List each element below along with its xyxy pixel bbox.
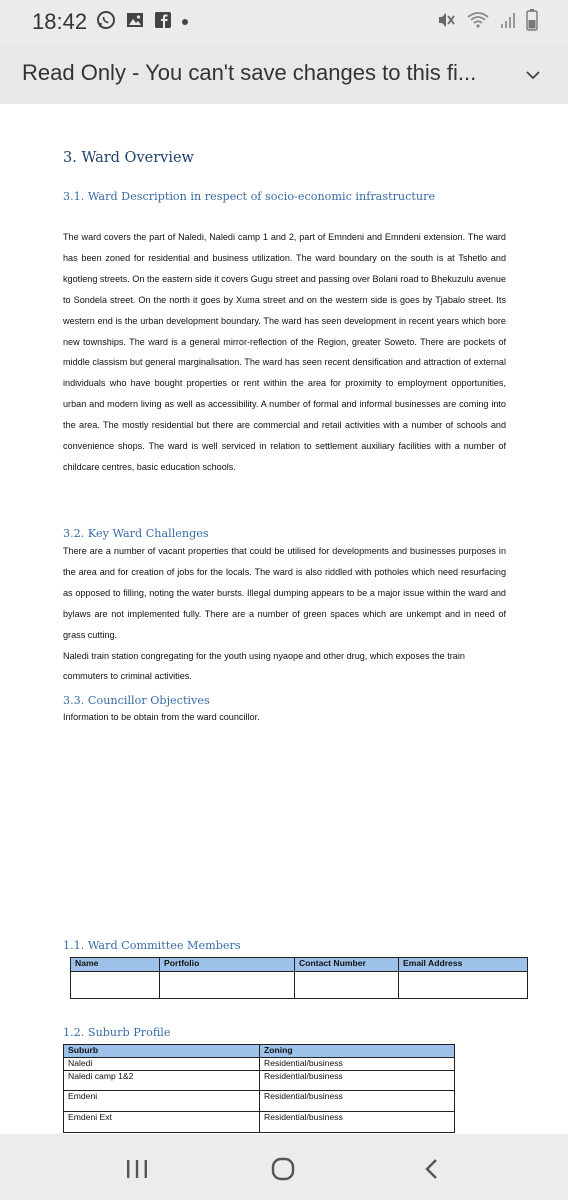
heading-key-ward-challenges: 3.2. Key Ward Challenges: [63, 527, 209, 540]
heading-suburb-profile: 1.2. Suburb Profile: [63, 1026, 171, 1039]
column-header-suburb: Suburb: [64, 1045, 260, 1058]
more-dot-icon: [182, 19, 188, 25]
key-challenges-paragraph: [63, 541, 506, 687]
notification-icons: [96, 12, 188, 32]
section-heading-ward-overview: 3. Ward Overview: [63, 150, 194, 166]
ward-description-paragraph: [63, 227, 506, 478]
wifi-icon: [466, 10, 490, 35]
status-bar: [0, 0, 568, 44]
suburb-cell: Emdeni: [64, 1091, 260, 1112]
battery-icon: [526, 9, 538, 36]
whatsapp-icon: [96, 10, 116, 35]
system-icons: [436, 11, 538, 33]
suburb-profile-table: [63, 1044, 455, 1133]
recent-apps-icon[interactable]: [125, 1158, 149, 1185]
navigation-bar: [0, 1134, 568, 1200]
suburb-cell: Emdeni Ext: [64, 1112, 260, 1133]
suburb-cell: Naledi camp 1&2: [64, 1071, 260, 1091]
mute-icon: [436, 10, 456, 35]
ward-description-text: The ward covers the part of Naledi, Naledi camp 1 and 2, part of Emndeni and Emndeni extension. The ward has been zoned for residential and business utilization. The ward boundary on the south is at Tshetlo and kgotleng streets. On the eastern side it covers Gugu street and passing over Bolani road to Bhekuzulu avenue to Sondela street. On the north it goes by Xuma street and on the western side is goes by Tjabalo street. Its western end is the urban development boundary. The ward has seen development in recent years which bore new townships. The ward is a general mirror-reflection of the Region, greater Soweto. There are pockets of middle classism but general marginalisation. The ward has seen recent densification and attraction of external individuals who have bought properties or rent within the area for proximity to employment opportunities, urban and modern living as well as accessibility. A number of formal and informal businesses are coming into the area. The mostly residential but there are commercial and retail activities with a number of schools and convenience shops. The ward is well serviced in relation to settlement auxiliary facilities with a number of childcare centres, basic education schools.: [63, 232, 506, 472]
document-page[interactable]: [0, 104, 568, 1134]
heading-councillor-objectives: 3.3. Councillor Objectives: [63, 694, 210, 707]
zoning-cell: Residential/business: [260, 1112, 455, 1133]
table-row: [71, 972, 528, 999]
heading-ward-committee-members: 1.1. Ward Committee Members: [63, 939, 241, 952]
table-row: [64, 1058, 455, 1071]
column-header-portfolio: Portfolio: [160, 958, 295, 972]
train-station-text: Naledi train station congregating for the youth using nyaope and other drug, which exposes the train commuters to criminal activities.: [63, 650, 465, 682]
councillor-objectives-text: Information to be obtain from the ward councillor.: [63, 712, 260, 722]
table-row: [64, 1091, 455, 1112]
suburb-cell: Naledi: [64, 1058, 260, 1071]
column-header-contact: Contact Number: [295, 958, 399, 972]
facebook-icon: [154, 11, 172, 34]
zoning-cell: Residential/business: [260, 1091, 455, 1112]
read-only-banner[interactable]: [0, 44, 568, 104]
key-challenges-text: There are a number of vacant properties that could be utilised for developments and businesses purposes in the area and for creation of jobs for the locals. The ward is also riddled with potholes which need resurfacing as opposed to filling, noting the water bursts. Illegal dumping appears to be a major issue within the ward and bylaws are not implemented fully. There are a number of green spaces which are unkempt and in need of grass cutting.: [63, 546, 506, 640]
column-header-name: Name: [71, 958, 160, 972]
table-row: [64, 1071, 455, 1091]
heading-ward-description: 3.1. Ward Description in respect of socio-economic infrastructure: [63, 190, 436, 203]
column-header-email: Email Address: [399, 958, 528, 972]
gallery-icon: [126, 11, 144, 34]
chevron-down-icon[interactable]: [524, 66, 542, 84]
zoning-cell: Residential/business: [260, 1071, 455, 1091]
committee-members-table: [70, 957, 528, 999]
table-row: [64, 1112, 455, 1133]
zoning-cell: Residential/business: [260, 1058, 455, 1071]
signal-icon: [500, 11, 516, 34]
read-only-message: Read Only - You can't save changes to this fi...: [22, 60, 477, 85]
back-icon[interactable]: [423, 1157, 441, 1186]
home-icon[interactable]: [270, 1156, 296, 1187]
column-header-zoning: Zoning: [260, 1045, 455, 1058]
status-time: 18:42: [32, 9, 88, 34]
